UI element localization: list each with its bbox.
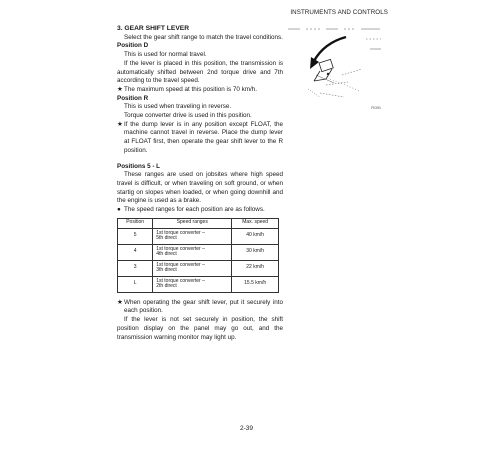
position-d-note — [117, 86, 283, 95]
position-cell: 5 — [118, 228, 153, 244]
positions-5-l-heading: Positions 5 - L — [117, 162, 161, 170]
positions-5-l-text: These ranges are used on jobsites where high speed travel is difficult, or when traveling on soft ground, or when startig on slopes when loaded, or when going downhill and the engine is used as a brake. — [117, 171, 283, 205]
page-header: INSTRUMENTS AND CONTROLS — [290, 9, 388, 16]
table-row — [118, 244, 279, 260]
dot-icon: ● — [117, 206, 121, 214]
star-icon: ★ — [117, 298, 123, 306]
speed-range-cell: 1st torque converter – 2th direct — [153, 276, 232, 292]
position-r-heading: Position R — [117, 94, 149, 102]
star-icon: ★ — [117, 120, 123, 128]
position-cell: L — [118, 276, 153, 292]
section-title: 3. GEAR SHIFT LEVER — [117, 25, 190, 32]
position-d-note-text: The maximum speed at this position is 70 km/h. — [124, 85, 257, 93]
speed-range-cell: 1st torque converter – 3th direct — [153, 260, 232, 276]
final-note-text: When operating the gear shift lever, put it securely into each position. — [124, 298, 283, 315]
speed-range-cell: 1st torque converter – 4th direct — [153, 244, 232, 260]
figure-code-label: FIO91 — [371, 106, 381, 110]
max-speed-cell: 30 km/h — [232, 244, 279, 260]
max-speed-cell: 40 km/h — [232, 228, 279, 244]
table-row — [118, 260, 279, 276]
max-speed-cell: 15.5 km/h — [232, 276, 279, 292]
table-row — [118, 228, 279, 244]
table-header-row — [118, 218, 279, 228]
position-d-heading: Position D — [117, 42, 149, 50]
star-icon: ★ — [117, 85, 123, 93]
table-header: Max. speed — [232, 218, 279, 228]
page-number: 2-39 — [240, 425, 254, 432]
speed-range-table — [117, 218, 279, 293]
table-row — [118, 276, 279, 292]
position-r-note — [117, 121, 283, 156]
max-speed-cell: 22 km/h — [232, 260, 279, 276]
position-cell: 4 — [118, 244, 153, 260]
position-cell: 3 — [118, 260, 153, 276]
main-column — [117, 25, 283, 342]
position-d-text-2: If the lever is placed in this position, the transmission is automatically shifted between 2nd torque drive and 7th according to the travel speed. — [117, 59, 283, 85]
gear-shift-lever-illustration — [286, 27, 383, 114]
speed-range-cell: 1st torque converter – 5th direct — [153, 228, 232, 244]
table-header: Position — [118, 218, 153, 228]
positions-5-l-bullet-text: The speed ranges for each position are as follows. — [124, 206, 265, 214]
position-r-text-2: Torque converter drive is used in this position. — [124, 112, 252, 120]
intro-text: Select the gear shift range to match the travel conditions. — [124, 33, 283, 41]
positions-5-l-bullet — [117, 206, 283, 215]
position-r-text-1: This is used when traveling in reverse. — [124, 103, 232, 111]
position-r-note-text: If the dump lever is in any position except FLOAT, the machine cannot travel in reverse. Place the dump lever at FLOAT first, then operate the gear shift lever to the R position. — [124, 120, 283, 154]
position-d-text-1: This is used for normal travel. — [124, 51, 207, 59]
final-text: If the lever is not set securely in position, the shift position display on the panel may go out, and the transmission warning monitor may light up. — [117, 316, 283, 341]
table-header: Speed ranges — [153, 218, 232, 228]
final-note — [117, 299, 283, 316]
